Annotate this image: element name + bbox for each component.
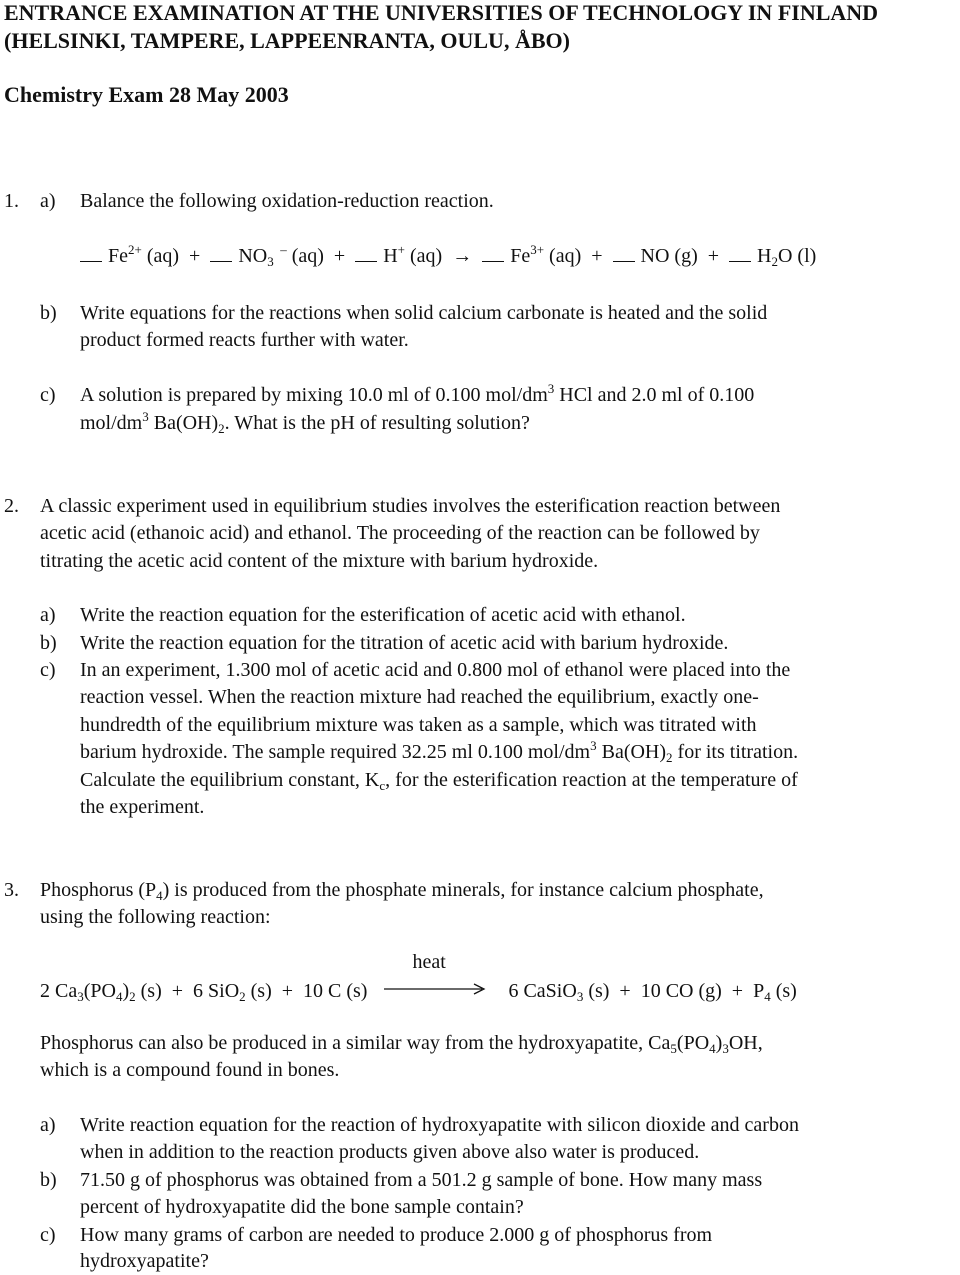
q3b-line2: percent of hydroxyapatite did the bone sample contain? (80, 1196, 524, 1218)
q1a-text: Balance the following oxidation-reduction reaction. (80, 190, 494, 212)
q2a-label: a) (40, 604, 56, 626)
q2c-line6: the experiment. (80, 796, 205, 818)
q1c-line2: mol/$dm^3$ $Ba(OH)_2$. What is the pH of resulting solution? (80, 409, 530, 436)
reaction-arrow-icon (382, 951, 488, 997)
phosphorus-reaction-equation: 2 $Ca_3(PO_4)_2$ (s) + 6 SiO$_2$ (s) + 10 C (s) heat 6 CaSiO$_3$ (s) + 10 CO $(g) + P_4$ (s) (40, 951, 797, 1004)
coefficient-blank[interactable] (80, 245, 102, 262)
q3c-line1: How many grams of carbon are needed to produce 2.000 g of phosphorus from (80, 1224, 713, 1246)
q3-paragraph-line1: Phosphorus can also be produced in a similar way from the hydroxyapatite, $Ca_5(PO_4)_3OH$, (40, 1032, 763, 1056)
q1a-label: a) (40, 190, 56, 212)
q3-number: 3. (4, 879, 19, 901)
q2c-line4: barium hydroxide. The sample required 32.25 ml 0.100 mol/$dm^3$ $Ba(OH)_2$ for its titration. (80, 738, 799, 765)
q2a-text: Write the reaction equation for the esterification of acetic acid with ethanol. (80, 604, 686, 626)
q3a-line2: when in addition to the reaction products given above also water is produced. (80, 1141, 700, 1163)
q3-paragraph-line2: which is a compound found in bones. (40, 1059, 340, 1081)
q3c-label: c) (40, 1224, 56, 1246)
q2c-line2: reaction vessel. When the reaction mixture had reached the equilibrium, exactly one- (80, 686, 759, 708)
q2c-line3: hundredth of the equilibrium mixture was taken as a sample, which was titrated with (80, 714, 757, 736)
q1c-line1: A solution is prepared by mixing 10.0 ml of 0.100 mol/$dm^3$ HCl and 2.0 ml of 0.100 (80, 381, 755, 406)
q2c-line5: Calculate the equilibrium constant, $K_c$, for the esterification reaction at the temperature of (80, 769, 798, 793)
q1c-label: c) (40, 384, 56, 406)
q3b-line1: 71.50 g of phosphorus was obtained from a 501.2 g sample of bone. How many mass (80, 1169, 763, 1191)
q2-intro-line1: A classic experiment used in equilibrium studies involves the esterification reaction between (40, 495, 781, 517)
heat-label: heat (412, 951, 446, 973)
coefficient-blank[interactable] (482, 245, 504, 262)
exam-title: Chemistry Exam 28 May 2003 (4, 82, 289, 107)
redox-equation: $Fe^{2+}$ $(aq) + NO_3$ – (aq) + H+ $(aq) \to Fe^{3+}$ (aq) + NO $(g) + H_2O$ (l) (80, 243, 816, 270)
q2-number: 2. (4, 495, 19, 517)
coefficient-blank[interactable] (613, 245, 635, 262)
q2c-line1: In an experiment, 1.300 mol of acetic acid and 0.800 mol of ethanol were placed into the (80, 659, 791, 681)
coefficient-blank[interactable] (729, 245, 751, 262)
q3c-line2: hydroxyapatite? (80, 1250, 209, 1272)
coefficient-blank[interactable] (210, 245, 232, 262)
q2b-label: b) (40, 632, 57, 654)
q2-intro-line3: titrating the acetic acid content of the mixture with barium hydroxide. (40, 550, 599, 572)
exam-header-line1: ENTRANCE EXAMINATION AT THE UNIVERSITIES OF TECHNOLOGY IN FINLAND (4, 0, 879, 25)
exam-header-line2: (HELSINKI, TAMPERE, LAPPEENRANTA, OULU, ÅBO) (4, 28, 570, 53)
q2-intro-line2: acetic acid (ethanoic acid) and ethanol. The proceeding of the reaction can be followed by (40, 522, 760, 544)
q3-intro-line2: using the following reaction: (40, 906, 271, 928)
q1-number: 1. (4, 190, 19, 212)
q3a-line1: Write reaction equation for the reaction of hydroxyapatite with silicon dioxide and carbon (80, 1114, 799, 1136)
q3-intro-line1: Phosphorus $(P_4)$ is produced from the phosphate minerals, for instance calcium phosphate, (40, 879, 764, 903)
q1b-line2: product formed reacts further with water. (80, 329, 409, 351)
q2b-text: Write the reaction equation for the titration of acetic acid with barium hydroxide. (80, 632, 729, 654)
coefficient-blank[interactable] (355, 245, 377, 262)
q1b-line1: Write equations for the reactions when solid calcium carbonate is heated and the solid (80, 302, 768, 324)
q3a-label: a) (40, 1114, 56, 1136)
q2c-label: c) (40, 659, 56, 681)
reaction-arrow-icon: → (452, 245, 473, 267)
q3b-label: b) (40, 1169, 57, 1191)
q1b-label: b) (40, 302, 57, 324)
